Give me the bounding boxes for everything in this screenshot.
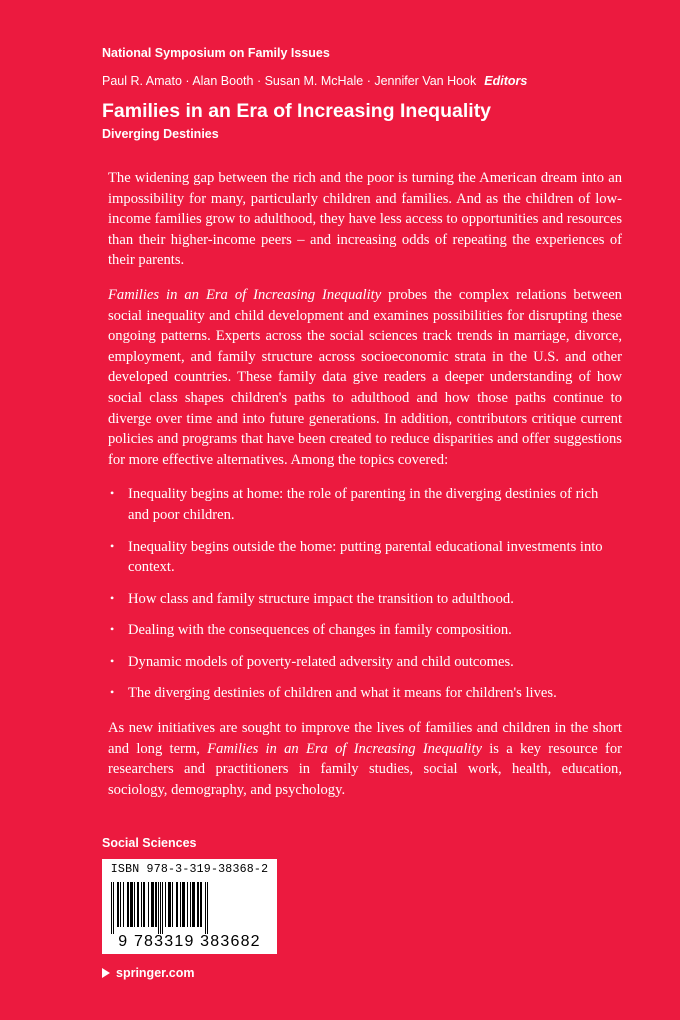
- closing-text-after: is a key resource for researchers and practitioners in family studies, social work, health, education, sociology, demography, and psychology.: [108, 740, 622, 798]
- list-item: • Inequality begins outside the home: putting parental educational investments into context.: [108, 537, 622, 578]
- blurb-paragraph-2: [108, 285, 622, 470]
- isbn-barcode: [102, 859, 277, 954]
- publisher-link[interactable]: [102, 966, 402, 980]
- ean-digits: 9 783319 383682: [118, 933, 261, 950]
- barcode-bars: [111, 882, 268, 934]
- cover-header: [102, 46, 622, 142]
- list-item: • The diverging destinies of children and what it means for children's lives.: [108, 683, 622, 704]
- blurb-closing-paragraph: [108, 718, 622, 800]
- topics-list: [108, 484, 622, 704]
- list-item: • How class and family structure impact the transition to adulthood.: [108, 589, 622, 610]
- blurb-body: [108, 168, 622, 814]
- book-title-mention-1: Families in an Era of Increasing Inequality: [108, 286, 382, 303]
- blurb-paragraph-2-text: probes the complex relations between social inequality and child development and examines possibilities for disrupting these ongoing patterns. Experts across the social sciences track trends in marriage, divorce, employment, and family structure across socioeconomic strata in the U.S. and other developed countries. These family data give readers a deeper understanding of how social class shapes children's paths to adulthood and how those paths continue to diverge over time and into future generations. In addition, contributors critique current policies and programs that have been created to reduce disparities and offer suggestions for more effective alternatives. Among the topics covered:: [108, 286, 622, 468]
- closing-text-before: As new initiatives are sought to improve the lives of families and children in the short and long term,: [108, 720, 622, 757]
- blurb-paragraph-1: The widening gap between the rich and the poor is turning the American dream into an impossibility for many, particularly children and families. And as the children of low-income families grow to adulthood, they have less access to opportunities and resources than their higher-income peers – and increasing odds of repeating the experiences of their parents.: [108, 170, 622, 269]
- isbn-text: ISBN 978-3-319-38368-2: [110, 863, 269, 876]
- series-title: National Symposium on Family Issues: [102, 46, 330, 60]
- page-title: Families in an Era of Increasing Inequality: [102, 100, 492, 122]
- list-item: • Dynamic models of poverty-related adversity and child outcomes.: [108, 652, 622, 673]
- editor-names: Paul R. Amato · Alan Booth · Susan M. McHale · Jennifer Van Hook: [102, 74, 477, 88]
- editors-label: Editors: [484, 74, 528, 88]
- play-triangle-icon: [102, 968, 110, 978]
- list-item: • Dealing with the consequences of changes in family composition.: [108, 620, 622, 641]
- book-subtitle: Diverging Destinies: [102, 127, 219, 141]
- editors-line: [102, 74, 622, 89]
- subject-category-label: Social Sciences: [102, 836, 197, 850]
- publisher-url-label: springer.com: [116, 966, 195, 980]
- book-title-mention-2: Families in an Era of Increasing Inequality: [207, 740, 482, 757]
- cover-footer: [102, 836, 402, 980]
- list-item: • Inequality begins at home: the role of parenting in the diverging destinies of rich and poor children.: [108, 484, 622, 525]
